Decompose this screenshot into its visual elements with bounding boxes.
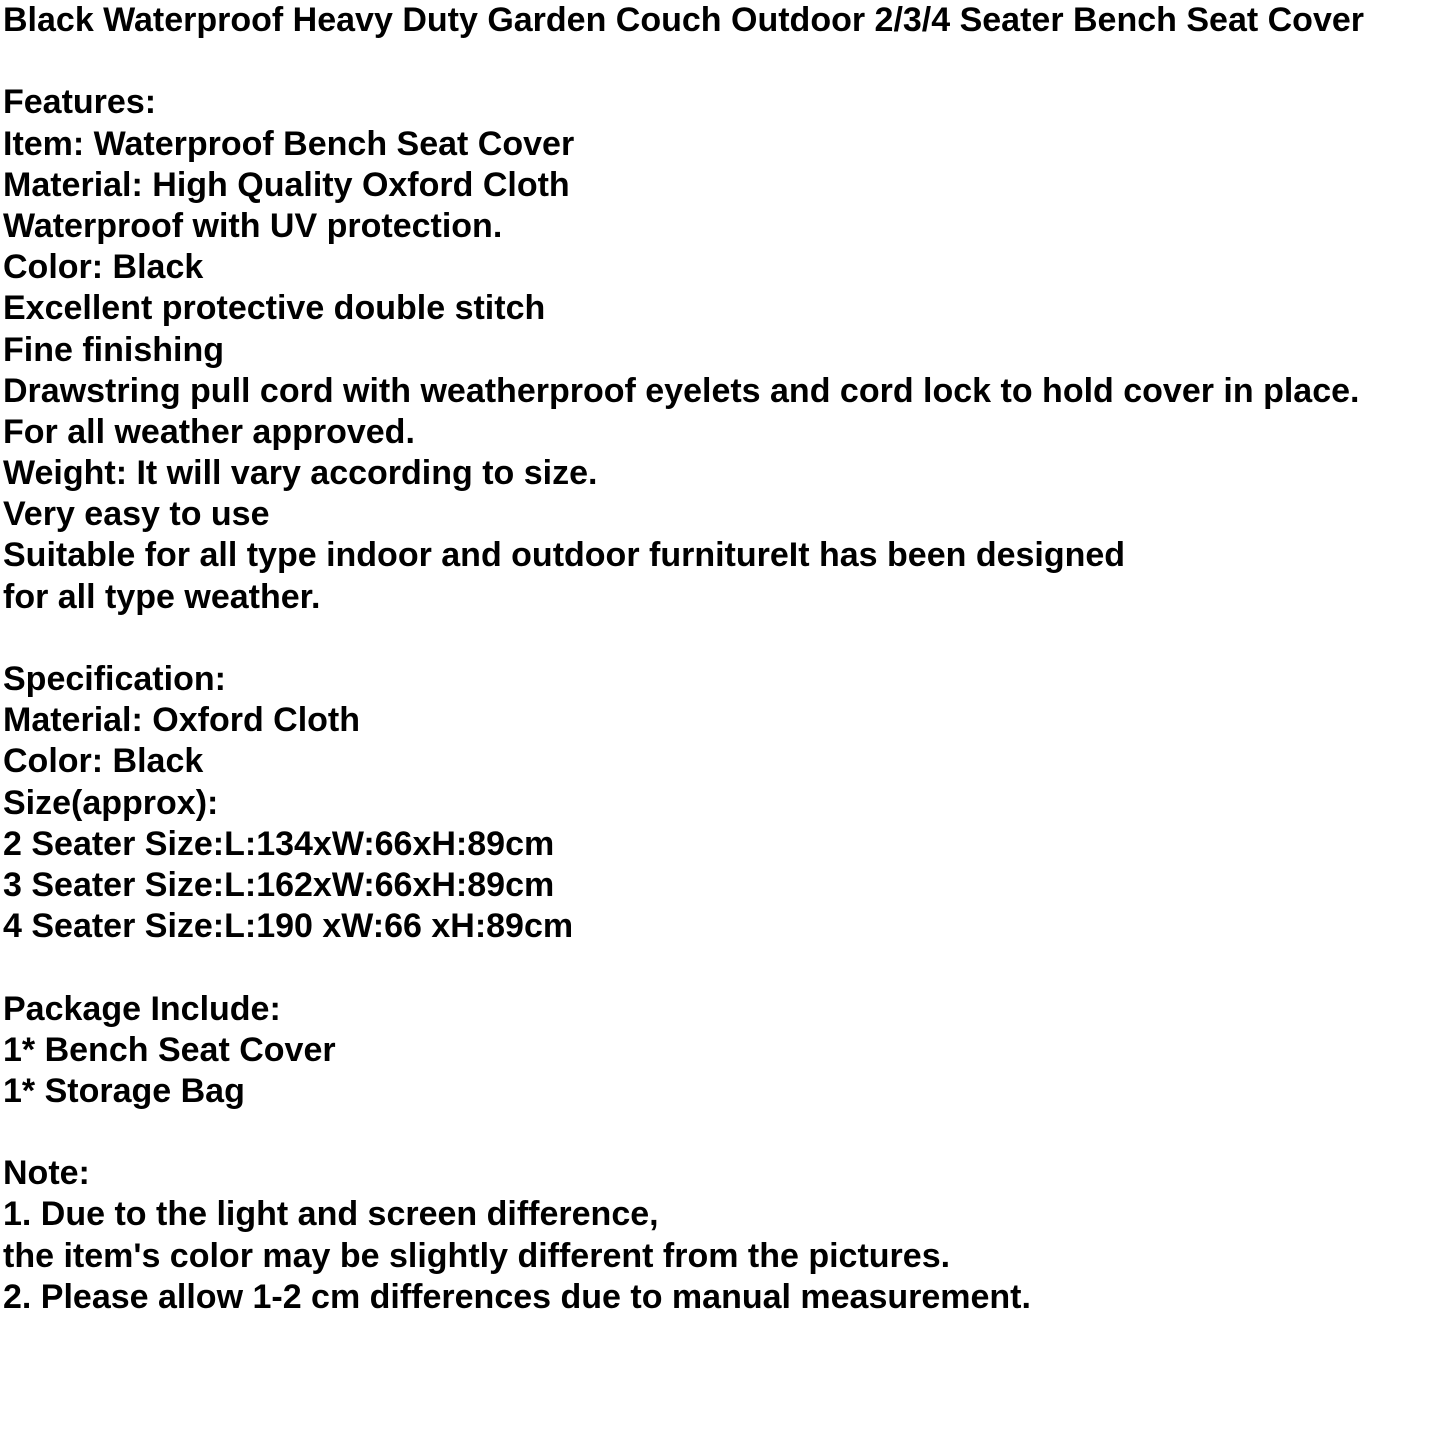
specification-heading: Specification: <box>3 660 226 698</box>
product-description <box>3 0 1439 1318</box>
note-line: 2. Please allow 1-2 cm differences due to manual measurement. <box>3 1277 1031 1316</box>
feature-line: Drawstring pull cord with weatherproof eyelets and cord lock to hold cover in place. <box>3 371 1360 410</box>
spec-line: 2 Seater Size:L:134xW:66xH:89cm <box>3 824 555 863</box>
feature-line: Waterproof with UV protection. <box>3 206 503 245</box>
spec-line: 4 Seater Size:L:190 xW:66 xH:89cm <box>3 907 574 946</box>
package-line: 1* Storage Bag <box>3 1071 245 1110</box>
feature-line: Material: High Quality Oxford Cloth <box>3 165 570 204</box>
note-line: 1. Due to the light and screen difference, <box>3 1195 659 1234</box>
spec-line: Material: Oxford Cloth <box>3 701 361 740</box>
feature-line: Very easy to use <box>3 495 270 534</box>
feature-line: Excellent protective double stitch <box>3 289 546 328</box>
package-line: 1* Bench Seat Cover <box>3 1030 336 1069</box>
spacer <box>3 618 1439 659</box>
note-line: the item's color may be slightly different from the pictures. <box>3 1236 951 1275</box>
spacer <box>3 1112 1439 1153</box>
spec-line: 3 Seater Size:L:162xW:66xH:89cm <box>3 865 555 904</box>
package-heading: Package Include: <box>3 989 281 1028</box>
spacer <box>3 41 1439 82</box>
feature-line: Fine finishing <box>3 330 224 369</box>
feature-line: for all type weather. <box>3 577 321 616</box>
spacer <box>3 947 1439 988</box>
feature-line: Color: Black <box>3 248 204 287</box>
spec-line: Size(approx): <box>3 783 219 822</box>
feature-line: For all weather approved. <box>3 412 415 451</box>
feature-line: Weight: It will vary according to size. <box>3 454 598 493</box>
note-heading: Note: <box>3 1154 90 1193</box>
product-title: Black Waterproof Heavy Duty Garden Couch Outdoor 2/3/4 Seater Bench Seat Cover <box>3 1 1364 39</box>
features-heading: Features: <box>3 83 157 122</box>
feature-line: Item: Waterproof Bench Seat Cover <box>3 124 575 163</box>
spec-line: Color: Black <box>3 742 204 781</box>
feature-line: Suitable for all type indoor and outdoor furnitureIt has been designed <box>3 536 1126 575</box>
